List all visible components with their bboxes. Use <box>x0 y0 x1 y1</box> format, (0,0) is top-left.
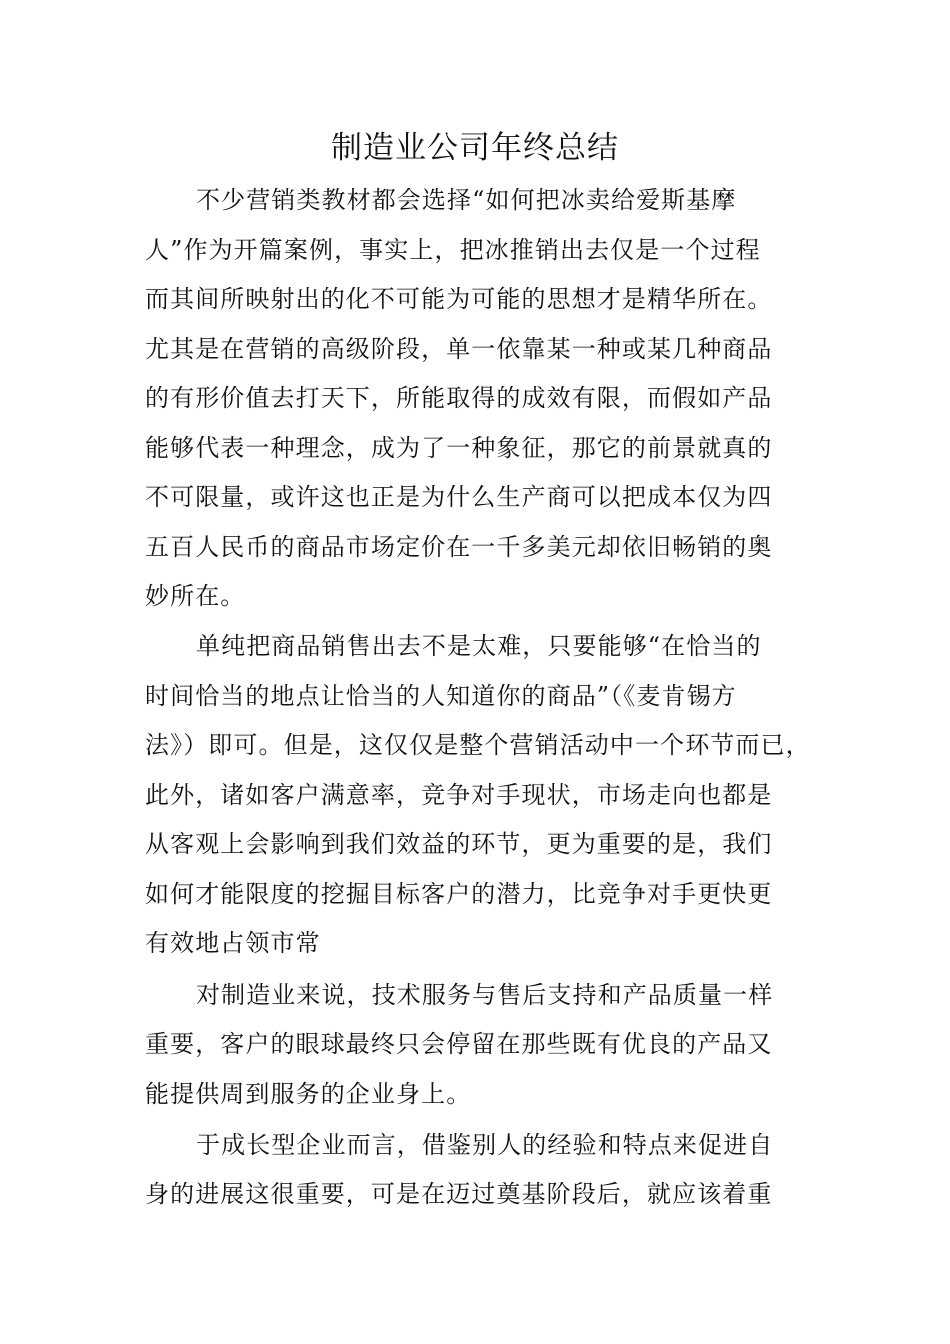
paragraph-1-line-7: 不可限量，或许这也正是为什么生产商可以把成本仅为四 <box>145 483 773 511</box>
paragraph-4-line-1: 于成长型企业而言，借鉴别人的经验和特点来促进自 <box>196 1131 774 1159</box>
paragraph-1-line-1: 不少营销类教材都会选择“如何把冰卖给爱斯基摩 <box>196 186 737 214</box>
paragraph-2-line-3: 法》）即可。但是，这仅仅是整个营销活动中一个环节而已， <box>145 731 811 759</box>
document-title: 制造业公司年终总结 <box>331 130 619 166</box>
paragraph-1-line-9: 妙所在。 <box>145 582 246 610</box>
paragraph-4-line-2: 身的进展这很重要，可是在迈过奠基阶段后，就应该着重 <box>145 1180 773 1208</box>
paragraph-2-line-5: 从客观上会影响到我们效益的环节，更为重要的是，我们 <box>145 830 773 858</box>
paragraph-2-line-7: 有效地占领市常 <box>145 929 321 957</box>
paragraph-2-line-1: 单纯把商品销售出去不是太难，只要能够“在恰当的 <box>196 632 762 660</box>
paragraph-1-line-2: 人”作为开篇案例，事实上，把冰推销出去仅是一个过程 <box>145 236 761 264</box>
paragraph-3-line-3: 能提供周到服务的企业身上。 <box>145 1080 472 1108</box>
paragraph-1-line-3: 而其间所映射出的化不可能为可能的思想才是精华所在。 <box>145 285 773 313</box>
paragraph-1-line-4: 尤其是在营销的高级阶段，单一依靠某一种或某几种商品 <box>145 335 773 363</box>
paragraph-2-line-2: 时间恰当的地点让恰当的人知道你的商品”（《麦肯锡方 <box>145 682 737 710</box>
paragraph-2-line-6: 如何才能限度的挖掘目标客户的潜力，比竞争对手更快更 <box>145 880 773 908</box>
paragraph-1-line-5: 的有形价值去打天下，所能取得的成效有限，而假如产品 <box>145 384 773 412</box>
paragraph-3-line-1: 对制造业来说，技术服务与售后支持和产品质量一样 <box>196 981 774 1009</box>
paragraph-1-line-6: 能够代表一种理念，成为了一种象征，那它的前景就真的 <box>145 434 773 462</box>
paragraph-2-line-4: 此外，诸如客户满意率，竞争对手现状，市场走向也都是 <box>145 781 773 809</box>
paragraph-1-line-8: 五百人民币的商品市场定价在一千多美元却依旧畅销的奥 <box>145 533 773 561</box>
paragraph-3-line-2: 重要，客户的眼球最终只会停留在那些既有优良的产品又 <box>145 1030 773 1058</box>
